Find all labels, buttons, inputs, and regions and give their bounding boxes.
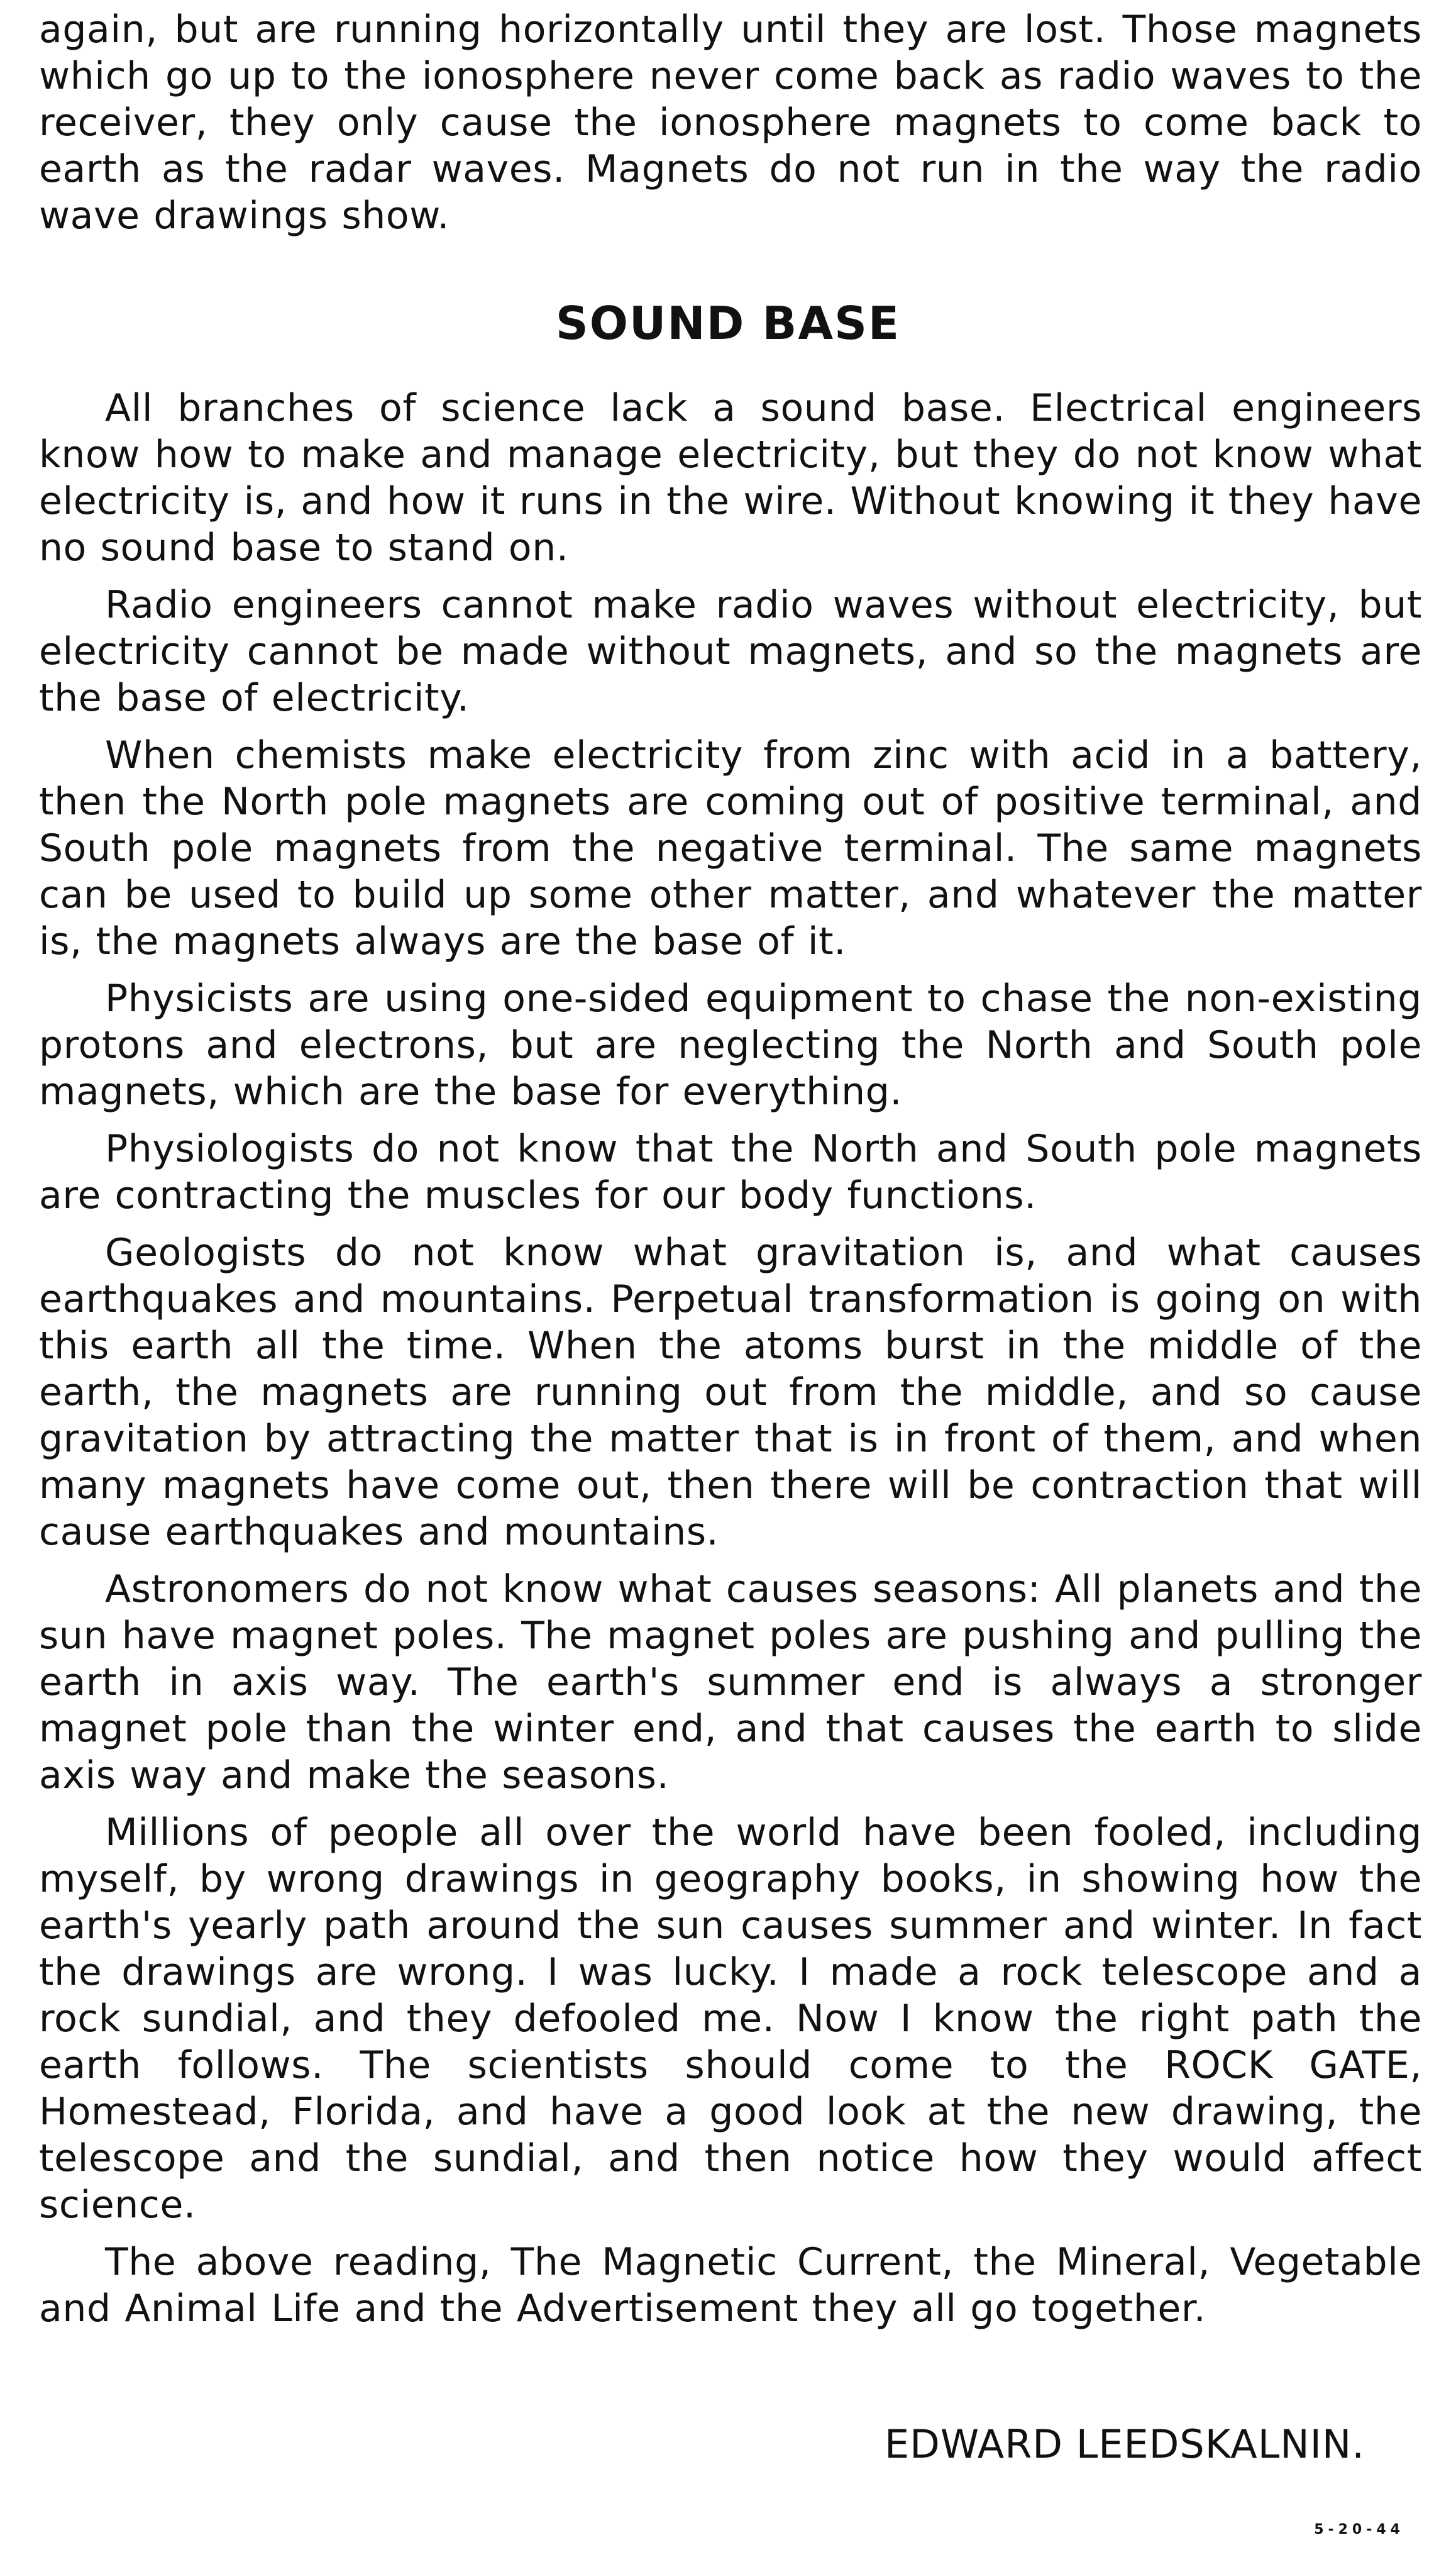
paragraph-sound-base: All branches of science lack a sound base. Electrical engineers know how to make and manage electricity, but they do not know what electricity is, and how it runs in the wire. Without knowing it they have no sound base to stand on.	[39, 386, 1422, 570]
paragraph-physicists: Physicists are using one-sided equipment to chase the non-existing protons and electrons, but are neglecting the North and South pole magnets, which are the base for everything.	[39, 977, 1422, 1114]
section-body	[39, 385, 1422, 2343]
paragraph-geologists: Geologists do not know what gravitation is, and what causes earthquakes and mountains. Perpetual transformation is going on with this earth all the time. When the atoms burst in the middle of the earth, the magnets are running out from the middle, and so cause gravitation by attracting the matter that is in front of them, and when many magnets have come out, then there will be contraction that will cause earthquakes and mountains.	[39, 1231, 1422, 1554]
paragraph-astronomers: Astronomers do not know what causes seasons: All planets and the sun have magnet poles. The magnet poles are pushing and pulling the earth in axis way. The earth's summer end is always a stronger magnet pole than the winter end, and that causes the earth to slide axis way and make the seasons.	[39, 1567, 1422, 1797]
paragraph-chemists: When chemists make electricity from zinc with acid in a battery, then the North pole magnets are coming out of positive terminal, and South pole magnets from the negative terminal. The same magnets can be used to build up some other matter, and whatever the matter is, the magnets always are the base of it.	[39, 733, 1422, 963]
paragraph-physiologists: Physiologists do not know that the North and South pole magnets are contracting the muscles for our body functions.	[39, 1127, 1422, 1218]
paragraph-above-reading: The above reading, The Magnetic Current, the Mineral, Vegetable and Animal Life and the Advertisement they all go together.	[39, 2240, 1422, 2331]
paragraph-radio-engineers: Radio engineers cannot make radio waves without electricity, but electricity cannot be made without magnets, and so the magnets are the base of electricity.	[39, 583, 1422, 720]
date-stamp: 5-20-44	[1314, 2522, 1404, 2538]
section-heading: SOUND BASE	[555, 297, 901, 350]
intro-paragraph: again, but are running horizontally until they are lost. Those magnets which go up to the ionosphere never come back as radio waves to the receiver, they only cause the ionosphere magnets to come back to earth as the radar waves. Magnets do not run in the way the radio wave drawings show.	[39, 8, 1422, 238]
paragraph-millions: Millions of people all over the world have been fooled, including myself, by wrong drawings in geography books, in showing how the earth's yearly path around the sun causes summer and winter. In fact the drawings are wrong. I was lucky. I made a rock telescope and a rock sundial, and they defooled me. Now I know the right path the earth follows. The scientists should come to the ROCK GATE, Homestead, Florida, and have a good look at the new drawing, the telescope and the sundial, and then notice how they would affect science.	[39, 1811, 1422, 2227]
author-signature: EDWARD LEEDSKALNIN.	[884, 2421, 1365, 2467]
